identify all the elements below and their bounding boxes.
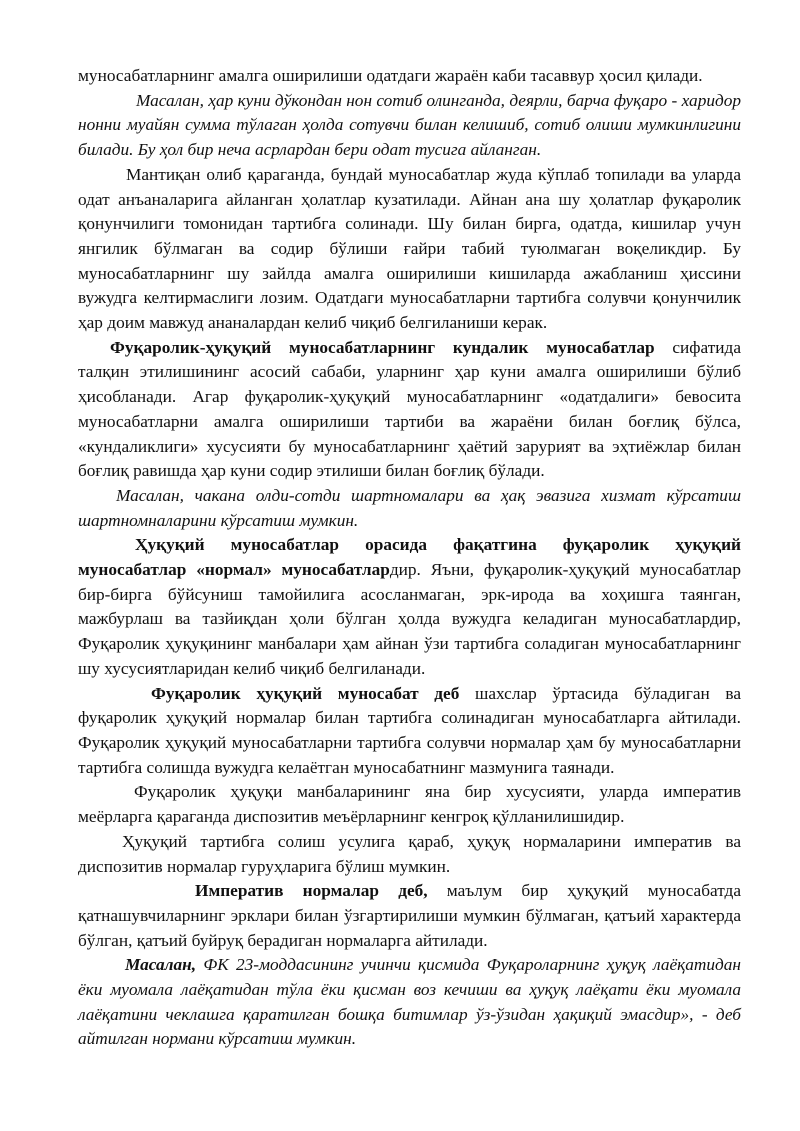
term-imperative-norms: Императив нормалар деб, [195, 881, 428, 901]
paragraph-daily-relations-text: сифатида талқин этилишининг асосий сабаби, уларнинг ҳар куни амалга оширилиши бўлиб ҳисобланади. Агар фуқаролик-ҳуқуқий муносабатларнинг «одатдалиги» бевосита муносабатларни амалга оширилиши тартиби ва жараёни билан боғлиқ бўлса, «кундаликлиги» хусусияти бу муносабатларнинг ҳаётий зарурият ва эҳтиёжлар билан боғлиқ равишда ҳар куни содир этилиши билан боғлиқ бўлади. [78, 337, 741, 481]
example-retail-contracts: Масалан, чакана олди-сотди шартномалари ва ҳақ эвазига хизмат кўрсатиш шартномналарини кўрсатиш мумкин. [78, 485, 741, 530]
paragraph-normal-relations [78, 533, 741, 681]
term-normal-relations: Ҳуқуқий муносабатлар орасида фақатгина фуқаролик ҳуқуқий муносабатлар «нормал» муносабатлар [78, 535, 741, 580]
paragraph-imperative-norms [78, 879, 741, 953]
paragraph-logic: Мантиқан олиб қараганда, бундай муносабатлар жуда кўплаб топилади ва уларда одат анъаналарига айланган ҳолатлар кузатилади. Айнан ана шу ҳолатлар фуқаролик қонунчилиги томонидан тартибга солинади. Шу билан бирга, одатда, кишилар учун янгилик бўлмаган ва содир бўлиши ғайри табий туюлмаган воқеликдир. Бу муносабатларнинг шу зайлда амалга оширилиши кишиларда ажабланиш ҳиссини вужудга келтирмаслиги лозим. Одатдаги муносабатларни тартибга солувчи қонунчилик ҳар доим мавжуд ананалардан келиб чиқиб белгиланиши керак. [78, 164, 741, 333]
term-example: Масалан, [125, 955, 197, 975]
paragraph-normal-relations-text: дир. Яъни, фуқаролик-ҳуқуқий муносабатлар бир-бирга бўйсуниш тамойилига асосланмаган, эрк-ирода ва хоҳишга таянган, мажбурлаш ва тазйиқдан ҳоли бўлган ҳолда вужудга келадиган муносабатлардир, Фуқаролик ҳуқуқининг манбалари ҳам айнан ўзи тартибга соладиган муносабатларнинг шу хусусиятларидан келиб чиқиб белгиланади. [78, 560, 741, 678]
paragraph-sources-feature: Фуқаролик ҳуқуқи манбаларининг яна бир хусусияти, уларда императив меёрларга қараганда диспозитив меъёрларнинг кенгроқ қўлланилишидир. [78, 782, 741, 827]
example-civil-code-article [78, 953, 741, 1052]
paragraph-civil-relation-text: шахслар ўртасида бўладиган ва фуқаролик ҳуқуқий нормалар билан тартибга солинадиган муносабатларга айтилади. Фуқаролик ҳуқуқий муносабатларни тартибга солувчи нормалар ҳам бу муносабатларни тартибга солишда вужудга келаётган муносабатнинг мазмунига таянади. [78, 683, 741, 777]
term-civil-relation: Фуқаролик ҳуқуқий муносабат деб [151, 683, 460, 703]
paragraph-norm-groups: Ҳуқуқий тартибга солиш усулига қараб, ҳуқуқ нормаларини императив ва диспозитив нормалар гуруҳларига бўлиш мумкин. [78, 831, 741, 876]
term-daily-relations: Фуқаролик-ҳуқуқий муносабатларнинг кундалик муносабатлар [110, 337, 655, 357]
example-bread-purchase: Масалан, ҳар куни дўкондан нон сотиб олинганда, деярли, барча фуқаро - харидор нонни муайян сумма тўлаган ҳолда сотувчи билан келишиб, сотиб олиши мумкинлигини билади. Бу ҳол бир неча асрлардан бери одат тусига айланган. [78, 90, 741, 160]
example-civil-code-article-text: ФК 23-моддасининг учинчи қисмида Фуқароларнинг ҳуқуқ лаёқатидан ёки муомала лаёқатидан тўла ёки қисман воз кечиши ва ҳуқуқ лаёқати ёки муомала лаёқатини чеклашга қаратилган бошқа битимлар ўз-ўзидан ҳақиқий эмасдир», - деб айтилган нормани кўрсатиш мумкин. [78, 955, 741, 1049]
paragraph-continued: муносабатларнинг амалга оширилиши одатдаги жараён каби тасаввур ҳосил қилади. [78, 66, 703, 85]
paragraph-daily-relations [78, 336, 741, 484]
paragraph-civil-relation-definition [78, 682, 741, 781]
paragraph-imperative-norms-text: маълум бир ҳуқуқий муносабатда қатнашувчиларнинг эрклари билан ўзгартирилиши мумкин бўлмаган, қатъий характерда бўлган, қатъий буйруқ берадиган нормаларга айтилади. [78, 881, 741, 950]
